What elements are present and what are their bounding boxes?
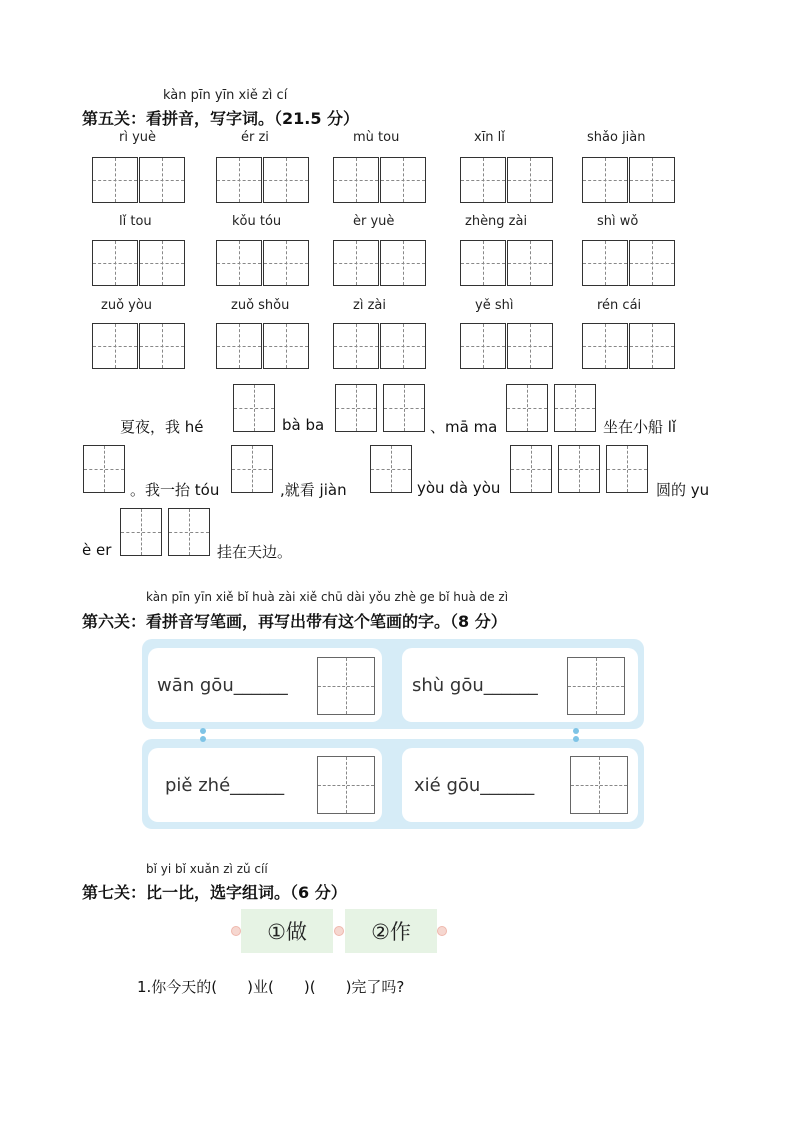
word-pinyin: èr yuè <box>353 214 395 229</box>
writing-cell[interactable] <box>507 323 553 369</box>
choice-option: ①做 <box>241 909 333 953</box>
stroke-label: xié gōu______ <box>414 775 535 796</box>
writing-cell[interactable] <box>460 157 506 203</box>
writing-cell[interactable] <box>333 240 379 286</box>
passage-text: 挂在天边。 <box>217 543 293 561</box>
writing-cell[interactable] <box>317 657 375 715</box>
writing-cell[interactable] <box>216 240 262 286</box>
choice-dot <box>231 926 241 936</box>
connector-dot <box>200 728 206 734</box>
writing-cell[interactable] <box>333 323 379 369</box>
writing-cell[interactable] <box>629 323 675 369</box>
writing-cell[interactable] <box>335 384 377 432</box>
writing-cell[interactable] <box>582 323 628 369</box>
writing-cell[interactable] <box>383 384 425 432</box>
stroke-label: shù gōu______ <box>412 675 538 696</box>
writing-cell[interactable] <box>567 657 625 715</box>
writing-cell[interactable] <box>460 240 506 286</box>
writing-cell[interactable] <box>380 323 426 369</box>
writing-cell[interactable] <box>231 445 273 493</box>
writing-cell[interactable] <box>139 323 185 369</box>
writing-cell[interactable] <box>558 445 600 493</box>
section7-title: 第七关：比一比，选字组词。（6 分） <box>82 883 347 902</box>
passage-text: bà ba <box>282 416 325 434</box>
writing-cell[interactable] <box>629 240 675 286</box>
writing-cell[interactable] <box>554 384 596 432</box>
writing-cell[interactable] <box>333 157 379 203</box>
section5-title: 第五关：看拼音，写字词。（21.5 分） <box>82 109 360 128</box>
writing-cell[interactable] <box>582 240 628 286</box>
word-pinyin: zuǒ shǒu <box>231 298 290 313</box>
word-pinyin: ér zi <box>241 130 269 145</box>
writing-cell[interactable] <box>92 323 138 369</box>
passage-text: 、mā ma <box>430 418 498 436</box>
writing-cell[interactable] <box>506 384 548 432</box>
writing-cell[interactable] <box>582 157 628 203</box>
question-1: 1.你今天的( )业( )( )完了吗? <box>137 978 405 996</box>
writing-cell[interactable] <box>380 157 426 203</box>
connector-dot <box>573 728 579 734</box>
writing-cell[interactable] <box>460 323 506 369</box>
section6-title-pinyin: kàn pīn yīn xiě bǐ huà zài xiě chū dài yǒu zhè ge bǐ huà de zì <box>146 590 509 604</box>
writing-cell[interactable] <box>370 445 412 493</box>
writing-cell[interactable] <box>510 445 552 493</box>
passage-text: 坐在小船 lǐ <box>603 418 677 436</box>
connector-dot <box>200 736 206 742</box>
writing-cell[interactable] <box>507 157 553 203</box>
choice-dot <box>334 926 344 936</box>
word-pinyin: shǎo jiàn <box>587 130 646 145</box>
section6-title: 第六关：看拼音写笔画，再写出带有这个笔画的字。（8 分） <box>82 612 507 631</box>
passage-text: è er <box>82 541 112 559</box>
writing-cell[interactable] <box>263 157 309 203</box>
writing-cell[interactable] <box>216 157 262 203</box>
writing-cell[interactable] <box>263 323 309 369</box>
passage-text: yòu dà yòu <box>417 479 501 497</box>
choice-dot <box>437 926 447 936</box>
word-pinyin: yě shì <box>475 298 514 313</box>
writing-cell[interactable] <box>83 445 125 493</box>
writing-cell[interactable] <box>317 756 375 814</box>
writing-cell[interactable] <box>606 445 648 493</box>
word-pinyin: kǒu tóu <box>232 214 282 229</box>
writing-cell[interactable] <box>168 508 210 556</box>
writing-cell[interactable] <box>380 240 426 286</box>
stroke-label: wān gōu______ <box>157 675 288 696</box>
writing-cell[interactable] <box>216 323 262 369</box>
word-pinyin: xīn lǐ <box>474 130 505 145</box>
word-pinyin: lǐ tou <box>119 214 152 229</box>
passage-text: ,就看 jiàn <box>280 481 347 499</box>
writing-cell[interactable] <box>629 157 675 203</box>
connector-dot <box>573 736 579 742</box>
writing-cell[interactable] <box>233 384 275 432</box>
writing-cell[interactable] <box>120 508 162 556</box>
writing-cell[interactable] <box>507 240 553 286</box>
word-pinyin: mù tou <box>353 130 400 145</box>
writing-cell[interactable] <box>570 756 628 814</box>
word-pinyin: shì wǒ <box>597 214 639 229</box>
word-pinyin: zuǒ yòu <box>101 298 153 313</box>
word-pinyin: zhèng zài <box>465 214 528 229</box>
section7-title-pinyin: bǐ yi bǐ xuǎn zì zǔ cíí <box>146 862 268 876</box>
word-pinyin: zì zài <box>353 298 386 313</box>
writing-cell[interactable] <box>139 157 185 203</box>
section5-title-pinyin: kàn pīn yīn xiě zì cí <box>163 88 288 103</box>
passage-text: 。我一抬 tóu <box>130 481 220 499</box>
writing-cell[interactable] <box>92 157 138 203</box>
word-pinyin: rì yuè <box>119 130 157 145</box>
word-pinyin: rén cái <box>597 298 642 313</box>
writing-cell[interactable] <box>263 240 309 286</box>
writing-cell[interactable] <box>92 240 138 286</box>
writing-cell[interactable] <box>139 240 185 286</box>
stroke-label: piě zhé______ <box>165 775 285 796</box>
passage-text: 圆的 yu <box>656 481 710 499</box>
choice-option: ②作 <box>345 909 437 953</box>
passage-text: 夏夜，我 hé <box>120 418 204 436</box>
